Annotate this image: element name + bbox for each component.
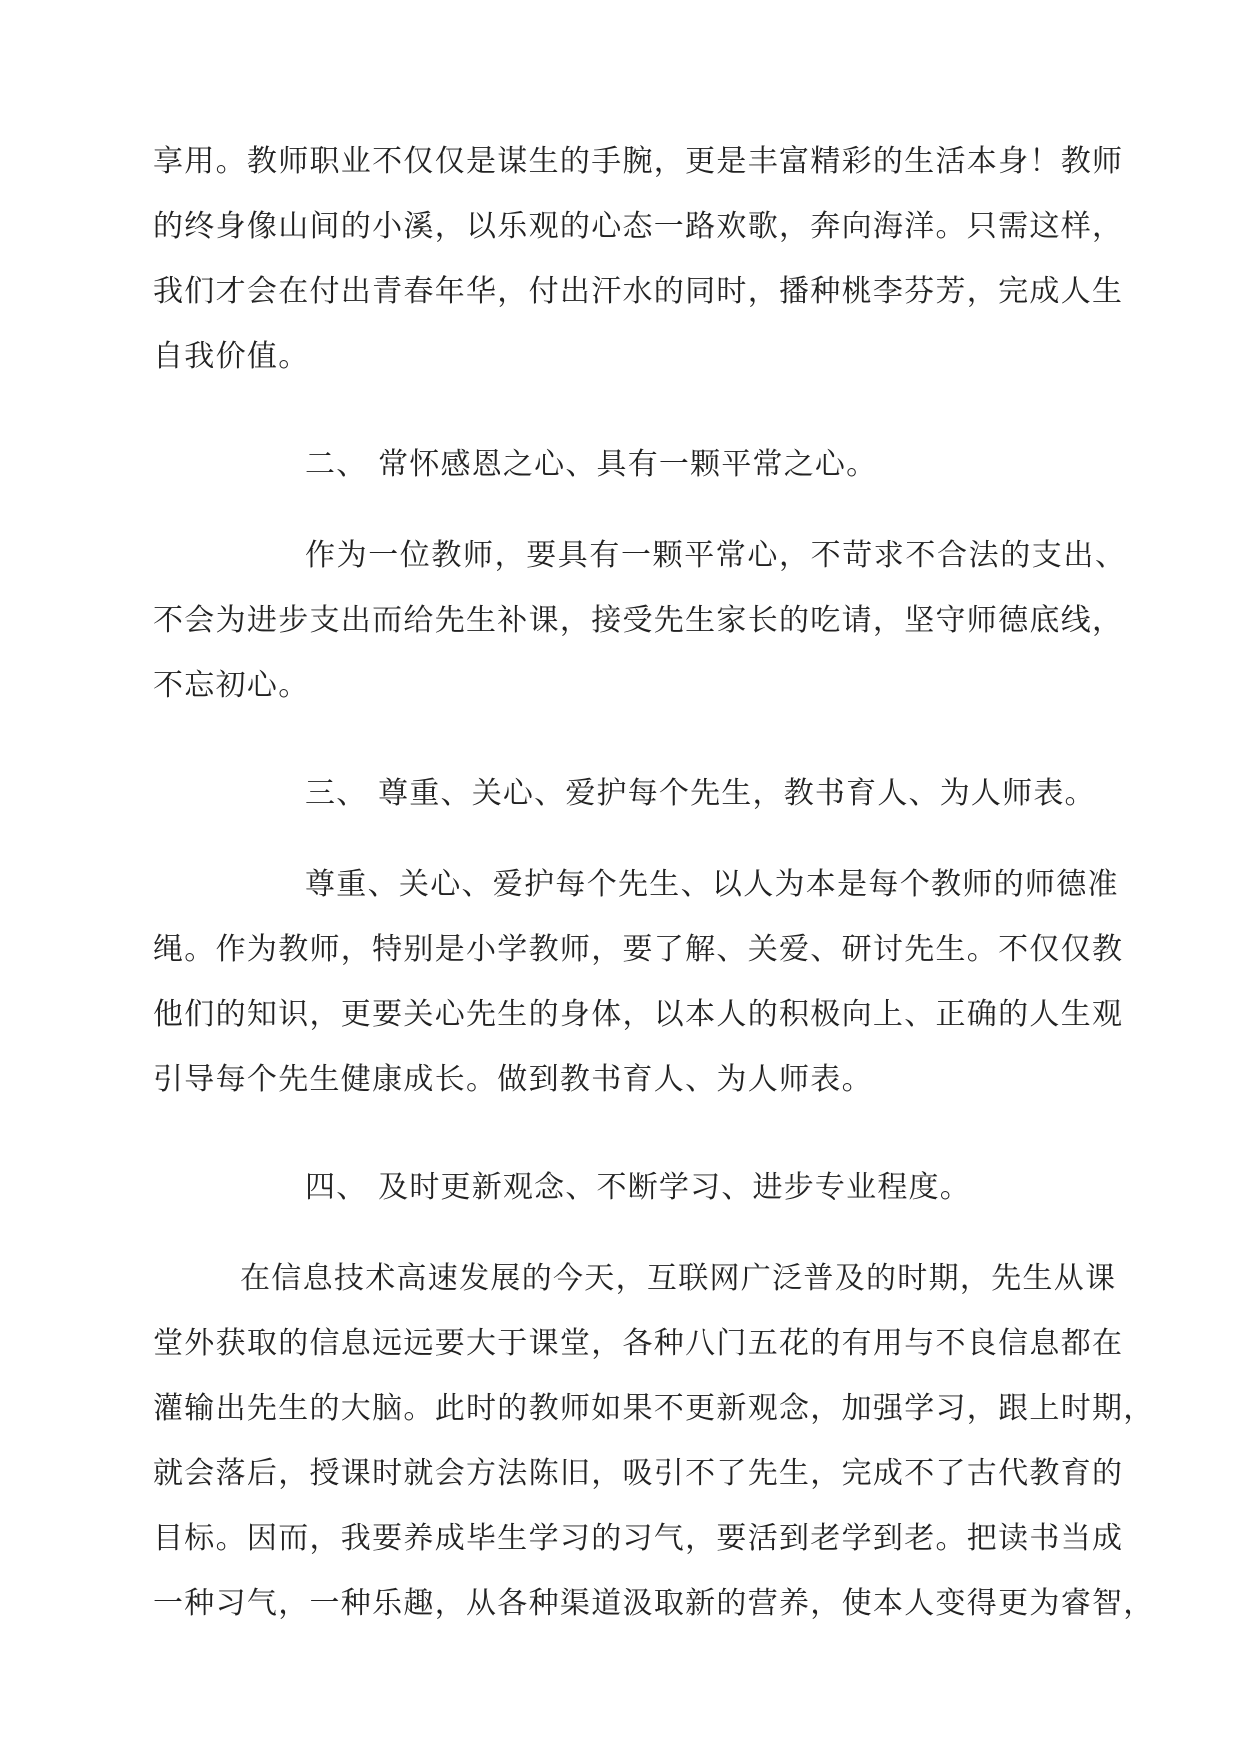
paragraph-4-line-6: 一种习气，一种乐趣，从各种渠道汲取新的营养，使本人变得更为睿智， bbox=[153, 1586, 1155, 1621]
paragraph-4-line-5: 目标。因而，我要养成毕生学习的习气，要活到老学到老。把读书当成 bbox=[153, 1521, 1124, 1556]
paragraph-1-line-3: 我们才会在付出青春年华，付出汗水的同时，播种桃李芬芳，完成人生 bbox=[153, 274, 1124, 309]
section-heading-2: 二、 常怀感恩之心、具有一颗平常之心。 bbox=[305, 447, 878, 482]
paragraph-1-line-2: 的终身像山间的小溪，以乐观的心态一路欢歌，奔向海洋。只需这样， bbox=[153, 209, 1124, 244]
paragraph-3-line-1: 尊重、关心、爱护每个先生、以人为本是每个教师的师德准 bbox=[305, 867, 1119, 902]
paragraph-2-line-2: 不会为进步支出而给先生补课，接受先生家长的吃请，坚守师德底线， bbox=[153, 603, 1124, 638]
paragraph-2-line-1: 作为一位教师，要具有一颗平常心，不苛求不合法的支出、 bbox=[305, 538, 1127, 573]
section-heading-3: 三、 尊重、关心、爱护每个先生，教书育人、为人师表。 bbox=[305, 776, 1096, 811]
paragraph-4-line-2: 堂外获取的信息远远要大于课堂，各种八门五花的有用与不良信息都在 bbox=[153, 1326, 1124, 1361]
paragraph-4-line-3: 灌输出先生的大脑。此时的教师如果不更新观念，加强学习，跟上时期， bbox=[153, 1391, 1155, 1426]
paragraph-4-line-4: 就会落后，授课时就会方法陈旧，吸引不了先生，完成不了古代教育的 bbox=[153, 1456, 1124, 1491]
paragraph-4-line-1: 在信息技术高速发展的今天，互联网广泛普及的时期，先生从课 bbox=[240, 1261, 1117, 1296]
paragraph-1-line-1: 享用。教师职业不仅仅是谋生的手腕，更是丰富精彩的生活本身！教师 bbox=[153, 144, 1124, 179]
paragraph-1-line-4: 自我价值。 bbox=[153, 339, 310, 374]
paragraph-3-line-2: 绳。作为教师，特别是小学教师，要了解、关爱、研讨先生。不仅仅教 bbox=[153, 932, 1124, 967]
paragraph-3-line-4: 引导每个先生健康成长。做到教书育人、为人师表。 bbox=[153, 1062, 873, 1097]
paragraph-2-line-3: 不忘初心。 bbox=[153, 668, 310, 703]
section-heading-4: 四、 及时更新观念、不断学习、进步专业程度。 bbox=[305, 1170, 971, 1205]
paragraph-3-line-3: 他们的知识，更要关心先生的身体，以本人的积极向上、正确的人生观 bbox=[153, 997, 1124, 1032]
